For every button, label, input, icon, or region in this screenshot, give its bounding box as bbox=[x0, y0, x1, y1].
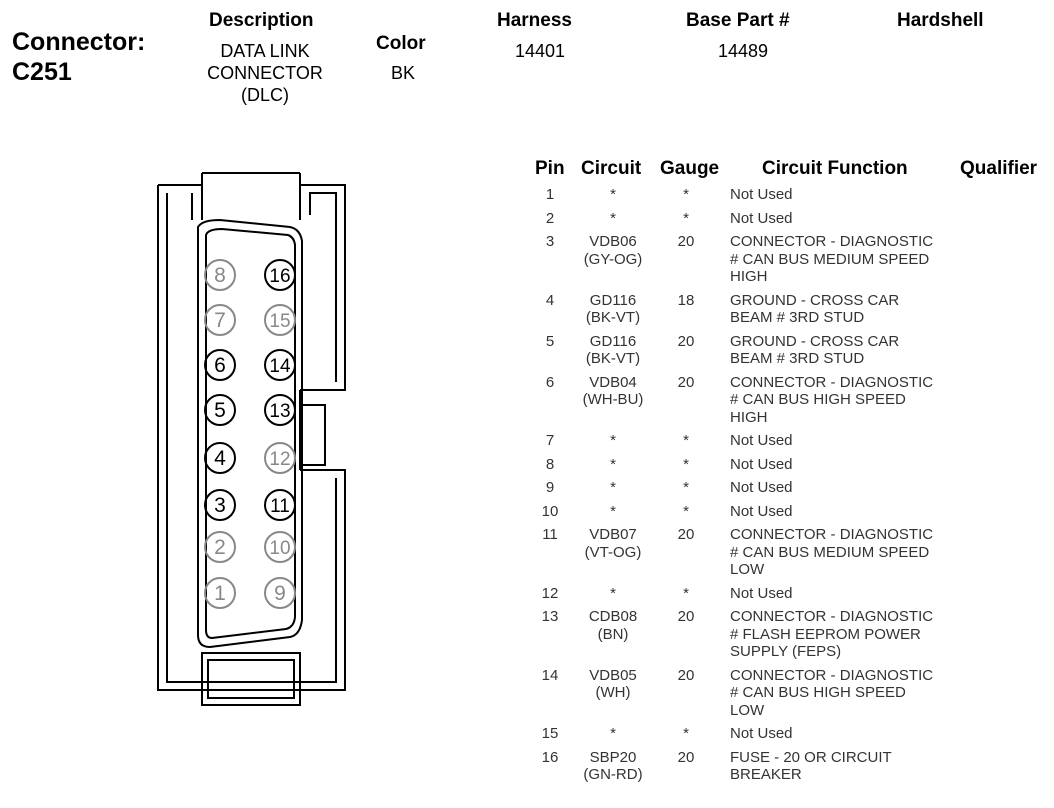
pin-cell: 7 bbox=[545, 432, 555, 449]
description-line-1: DATA LINK bbox=[220, 41, 310, 61]
gauge-cell: * bbox=[683, 455, 689, 473]
function-cell: GROUND - CROSS CAR BEAM # 3RD STUD bbox=[730, 332, 900, 367]
col-function-header: Circuit Function bbox=[762, 158, 908, 179]
gauge-cell: 20 bbox=[677, 233, 695, 250]
table-row bbox=[520, 432, 955, 456]
pin-cell: 4 bbox=[545, 291, 555, 309]
table-row bbox=[520, 503, 955, 527]
circuit-cell: VDB05 (WH) bbox=[589, 666, 637, 701]
description-label: Description bbox=[209, 10, 314, 31]
pin-number-10: 10 bbox=[269, 538, 291, 559]
circuit-cell: * bbox=[610, 455, 616, 473]
circuit-cell: VDB07 (VT-OG) bbox=[584, 526, 642, 561]
pin-cell: 11 bbox=[542, 526, 558, 543]
side-notch bbox=[300, 390, 325, 470]
outer-shell bbox=[158, 185, 345, 690]
pin-cell: 14 bbox=[541, 666, 559, 684]
function-cell: Not Used bbox=[730, 502, 793, 520]
color-label: Color bbox=[376, 33, 426, 54]
pin-cell: 2 bbox=[545, 209, 555, 227]
gauge-cell: 18 bbox=[677, 291, 695, 309]
connector-diagram bbox=[150, 165, 350, 710]
base-part-label: Base Part # bbox=[686, 10, 790, 31]
gauge-cell: 20 bbox=[677, 373, 695, 391]
pin-number-9: 9 bbox=[274, 582, 286, 605]
table-row bbox=[520, 210, 955, 234]
function-cell: CONNECTOR - DIAGNOSTIC # CAN BUS HIGH SPEED HIGH bbox=[730, 373, 934, 426]
pin-cell: 15 bbox=[541, 725, 559, 742]
function-cell: FUSE - 20 OR CIRCUIT BREAKER bbox=[730, 748, 892, 783]
pin-number-3: 3 bbox=[214, 494, 226, 517]
hardshell-label: Hardshell bbox=[897, 10, 984, 31]
table-row bbox=[520, 526, 955, 585]
circuit-cell: VDB06 (GY-OG) bbox=[583, 233, 643, 268]
pin-cell: 5 bbox=[545, 332, 555, 350]
circuit-cell: * bbox=[610, 725, 616, 742]
table-row bbox=[520, 186, 955, 210]
pin-number-7: 7 bbox=[214, 309, 226, 332]
function-cell: CONNECTOR - DIAGNOSTIC # CAN BUS MEDIUM SPEED HIGH bbox=[730, 233, 934, 285]
connector-id: C251 bbox=[12, 58, 72, 86]
function-cell: Not Used bbox=[730, 209, 793, 227]
function-cell: CONNECTOR - DIAGNOSTIC # FLASH EEPROM POWER SUPPLY (FEPS) bbox=[730, 608, 934, 660]
inner-shell bbox=[167, 193, 336, 682]
gauge-cell: * bbox=[683, 479, 689, 496]
pin-number-12: 12 bbox=[269, 449, 291, 470]
circuit-cell: VDB04 (WH-BU) bbox=[582, 373, 644, 408]
circuit-cell: * bbox=[610, 432, 616, 449]
pin-cell: 3 bbox=[545, 233, 555, 250]
gauge-cell: * bbox=[683, 209, 689, 227]
pin-number-14: 14 bbox=[269, 356, 291, 377]
pin-number-8: 8 bbox=[214, 264, 226, 287]
circuit-cell: GD116 (BK-VT) bbox=[585, 332, 641, 367]
circuit-cell: * bbox=[610, 502, 616, 520]
color-value: BK bbox=[390, 63, 415, 83]
table-row bbox=[520, 667, 955, 726]
connector-title bbox=[12, 27, 145, 87]
function-cell: Not Used bbox=[730, 584, 793, 602]
gauge-cell: * bbox=[683, 432, 689, 449]
table-row bbox=[520, 456, 955, 480]
top-latch-tab bbox=[202, 173, 300, 220]
circuit-cell: * bbox=[610, 209, 616, 227]
table-row bbox=[520, 333, 955, 374]
function-cell: Not Used bbox=[730, 455, 793, 473]
table-row bbox=[520, 374, 955, 433]
function-cell: Not Used bbox=[730, 186, 793, 203]
pin-number-2: 2 bbox=[214, 536, 226, 559]
pin-cell: 12 bbox=[541, 584, 559, 602]
description-value bbox=[190, 40, 340, 106]
col-pin-header: Pin bbox=[535, 158, 565, 179]
table-row bbox=[520, 479, 955, 503]
harness-label: Harness bbox=[497, 10, 572, 31]
table-row bbox=[520, 585, 955, 609]
base-part-value: 14489 bbox=[717, 41, 769, 61]
function-cell: CONNECTOR - DIAGNOSTIC # CAN BUS HIGH SPEED LOW bbox=[730, 666, 934, 719]
pin-cell: 1 bbox=[545, 186, 555, 203]
pin-number-5: 5 bbox=[214, 399, 226, 422]
table-row bbox=[520, 233, 955, 292]
gauge-cell: 20 bbox=[677, 748, 695, 766]
gauge-cell: * bbox=[683, 584, 689, 602]
pin-number-13: 13 bbox=[269, 401, 291, 422]
pin-cell: 9 bbox=[545, 479, 555, 496]
circuit-cell: * bbox=[610, 186, 616, 203]
pin-cell: 16 bbox=[541, 748, 559, 766]
pin-circles bbox=[205, 260, 295, 608]
description-line-2: CONNECTOR bbox=[207, 63, 323, 83]
function-cell: Not Used bbox=[730, 725, 793, 742]
gauge-cell: 20 bbox=[677, 332, 695, 350]
gauge-cell: 20 bbox=[677, 608, 695, 625]
circuit-cell: * bbox=[610, 584, 616, 602]
gauge-cell: * bbox=[683, 502, 689, 520]
description-line-3: (DLC) bbox=[241, 85, 289, 105]
pin-number-11: 11 bbox=[270, 496, 290, 517]
gauge-cell: 20 bbox=[677, 666, 695, 684]
connector-label: Connector: bbox=[12, 28, 146, 56]
function-cell: Not Used bbox=[730, 479, 793, 496]
pin-cell: 10 bbox=[541, 502, 559, 520]
circuit-cell: * bbox=[610, 479, 616, 496]
pin-number-4: 4 bbox=[214, 447, 226, 470]
table-row bbox=[520, 749, 955, 790]
circuit-cell: GD116 (BK-VT) bbox=[585, 291, 641, 326]
harness-value: 14401 bbox=[514, 41, 566, 61]
circuit-cell: CDB08 (BN) bbox=[588, 608, 638, 643]
circuit-cell: SBP20 (GN-RD) bbox=[583, 748, 643, 783]
table-row bbox=[520, 292, 955, 333]
table-row bbox=[520, 725, 955, 749]
pin-number-1: 1 bbox=[214, 582, 226, 605]
function-cell: Not Used bbox=[730, 432, 793, 449]
col-circuit-header: Circuit bbox=[581, 158, 642, 179]
col-gauge-header: Gauge bbox=[660, 158, 720, 179]
pin-number-16: 16 bbox=[269, 266, 291, 287]
gauge-cell: * bbox=[683, 186, 689, 203]
pin-cell: 6 bbox=[545, 373, 555, 391]
function-cell: CONNECTOR - DIAGNOSTIC # CAN BUS MEDIUM SPEED LOW bbox=[730, 526, 934, 578]
gauge-cell: * bbox=[683, 725, 689, 742]
function-cell: GROUND - CROSS CAR BEAM # 3RD STUD bbox=[730, 291, 900, 326]
pin-number-6: 6 bbox=[214, 354, 226, 377]
table-row bbox=[520, 608, 955, 667]
pin-cell: 13 bbox=[541, 608, 559, 625]
pin-cell: 8 bbox=[545, 455, 555, 473]
col-qualifier-header: Qualifier bbox=[960, 158, 1038, 179]
gauge-cell: 20 bbox=[677, 526, 695, 543]
pin-table bbox=[520, 186, 955, 790]
pin-number-15: 15 bbox=[269, 311, 291, 332]
